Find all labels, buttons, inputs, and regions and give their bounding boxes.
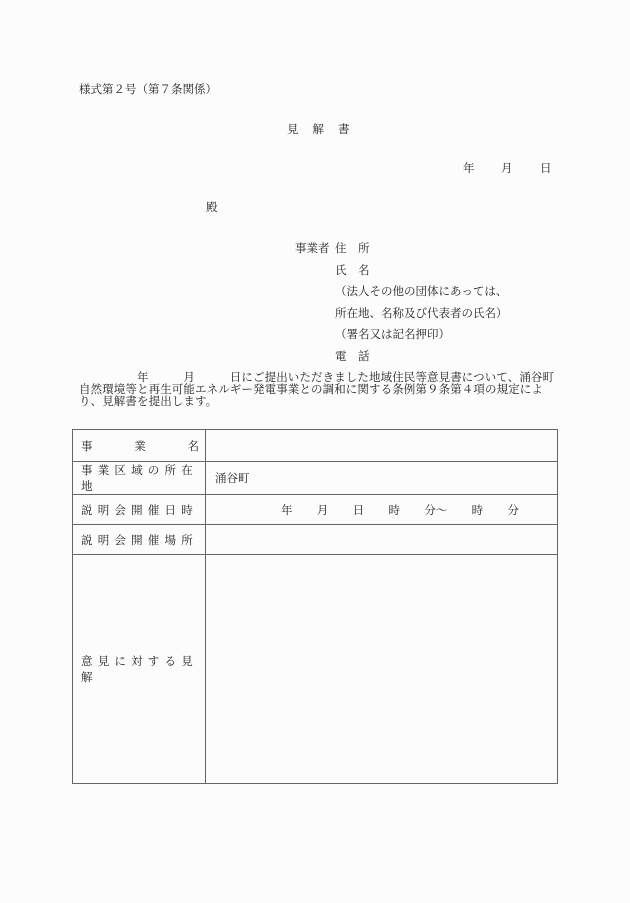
table-row [73, 462, 558, 495]
corporate-note-1: （法人その他の団体にあっては、 [335, 284, 508, 298]
meeting-venue-label: 説明会開催場所 [73, 525, 206, 555]
dt-minute-start: 分〜 [424, 502, 448, 517]
meeting-datetime-label: 説明会開催日時 [73, 495, 206, 525]
dt-hour-end: 時 [471, 502, 484, 517]
form-number: 様式第２号（第７条関係） [79, 82, 217, 96]
table-row [73, 555, 558, 784]
meeting-venue-field[interactable] [206, 525, 558, 555]
project-location-field[interactable]: 涌谷町 [206, 462, 558, 495]
response-label: 意見に対する見解 [73, 555, 206, 784]
table-row [73, 495, 558, 525]
meeting-datetime-field[interactable] [206, 495, 558, 525]
dt-minute-end: 分 [507, 502, 519, 517]
addressee: 殿 [206, 200, 218, 214]
dt-day: 日 [352, 502, 365, 517]
date-line [463, 160, 552, 176]
body-paragraph: 年 月 日にご提出いただきました地域住民等意見書について、涌谷町自然環境等と再生可能エネルギー発電事業との調和に関する条例第９条第４項の規定により、見解書を提出します。 [79, 370, 555, 408]
table-row [73, 525, 558, 555]
project-name-field[interactable] [206, 430, 558, 462]
signature-note: （署名又は記名押印） [335, 327, 450, 341]
corporate-note-2: 所在地、名称及び代表者の氏名） [335, 305, 508, 320]
date-day: 日 [540, 161, 552, 175]
dt-hour-start: 時 [388, 502, 400, 517]
address-label: 住 所 [335, 241, 370, 255]
project-name-label: 事 業 名 [73, 430, 206, 462]
phone-label: 電 話 [335, 348, 370, 363]
table-row [73, 430, 558, 462]
opinion-table [72, 429, 558, 784]
dt-year: 年 [281, 502, 293, 517]
business-operator-block [295, 238, 508, 367]
date-month: 月 [501, 161, 513, 175]
operator-heading: 事業者 [295, 241, 330, 255]
project-location-label: 事業区域の所在地 [73, 462, 206, 495]
response-field[interactable] [206, 555, 558, 784]
name-label: 氏 名 [335, 262, 370, 277]
date-year: 年 [463, 161, 475, 175]
document-title: 見解書 [287, 122, 364, 136]
dt-month: 月 [316, 502, 329, 517]
